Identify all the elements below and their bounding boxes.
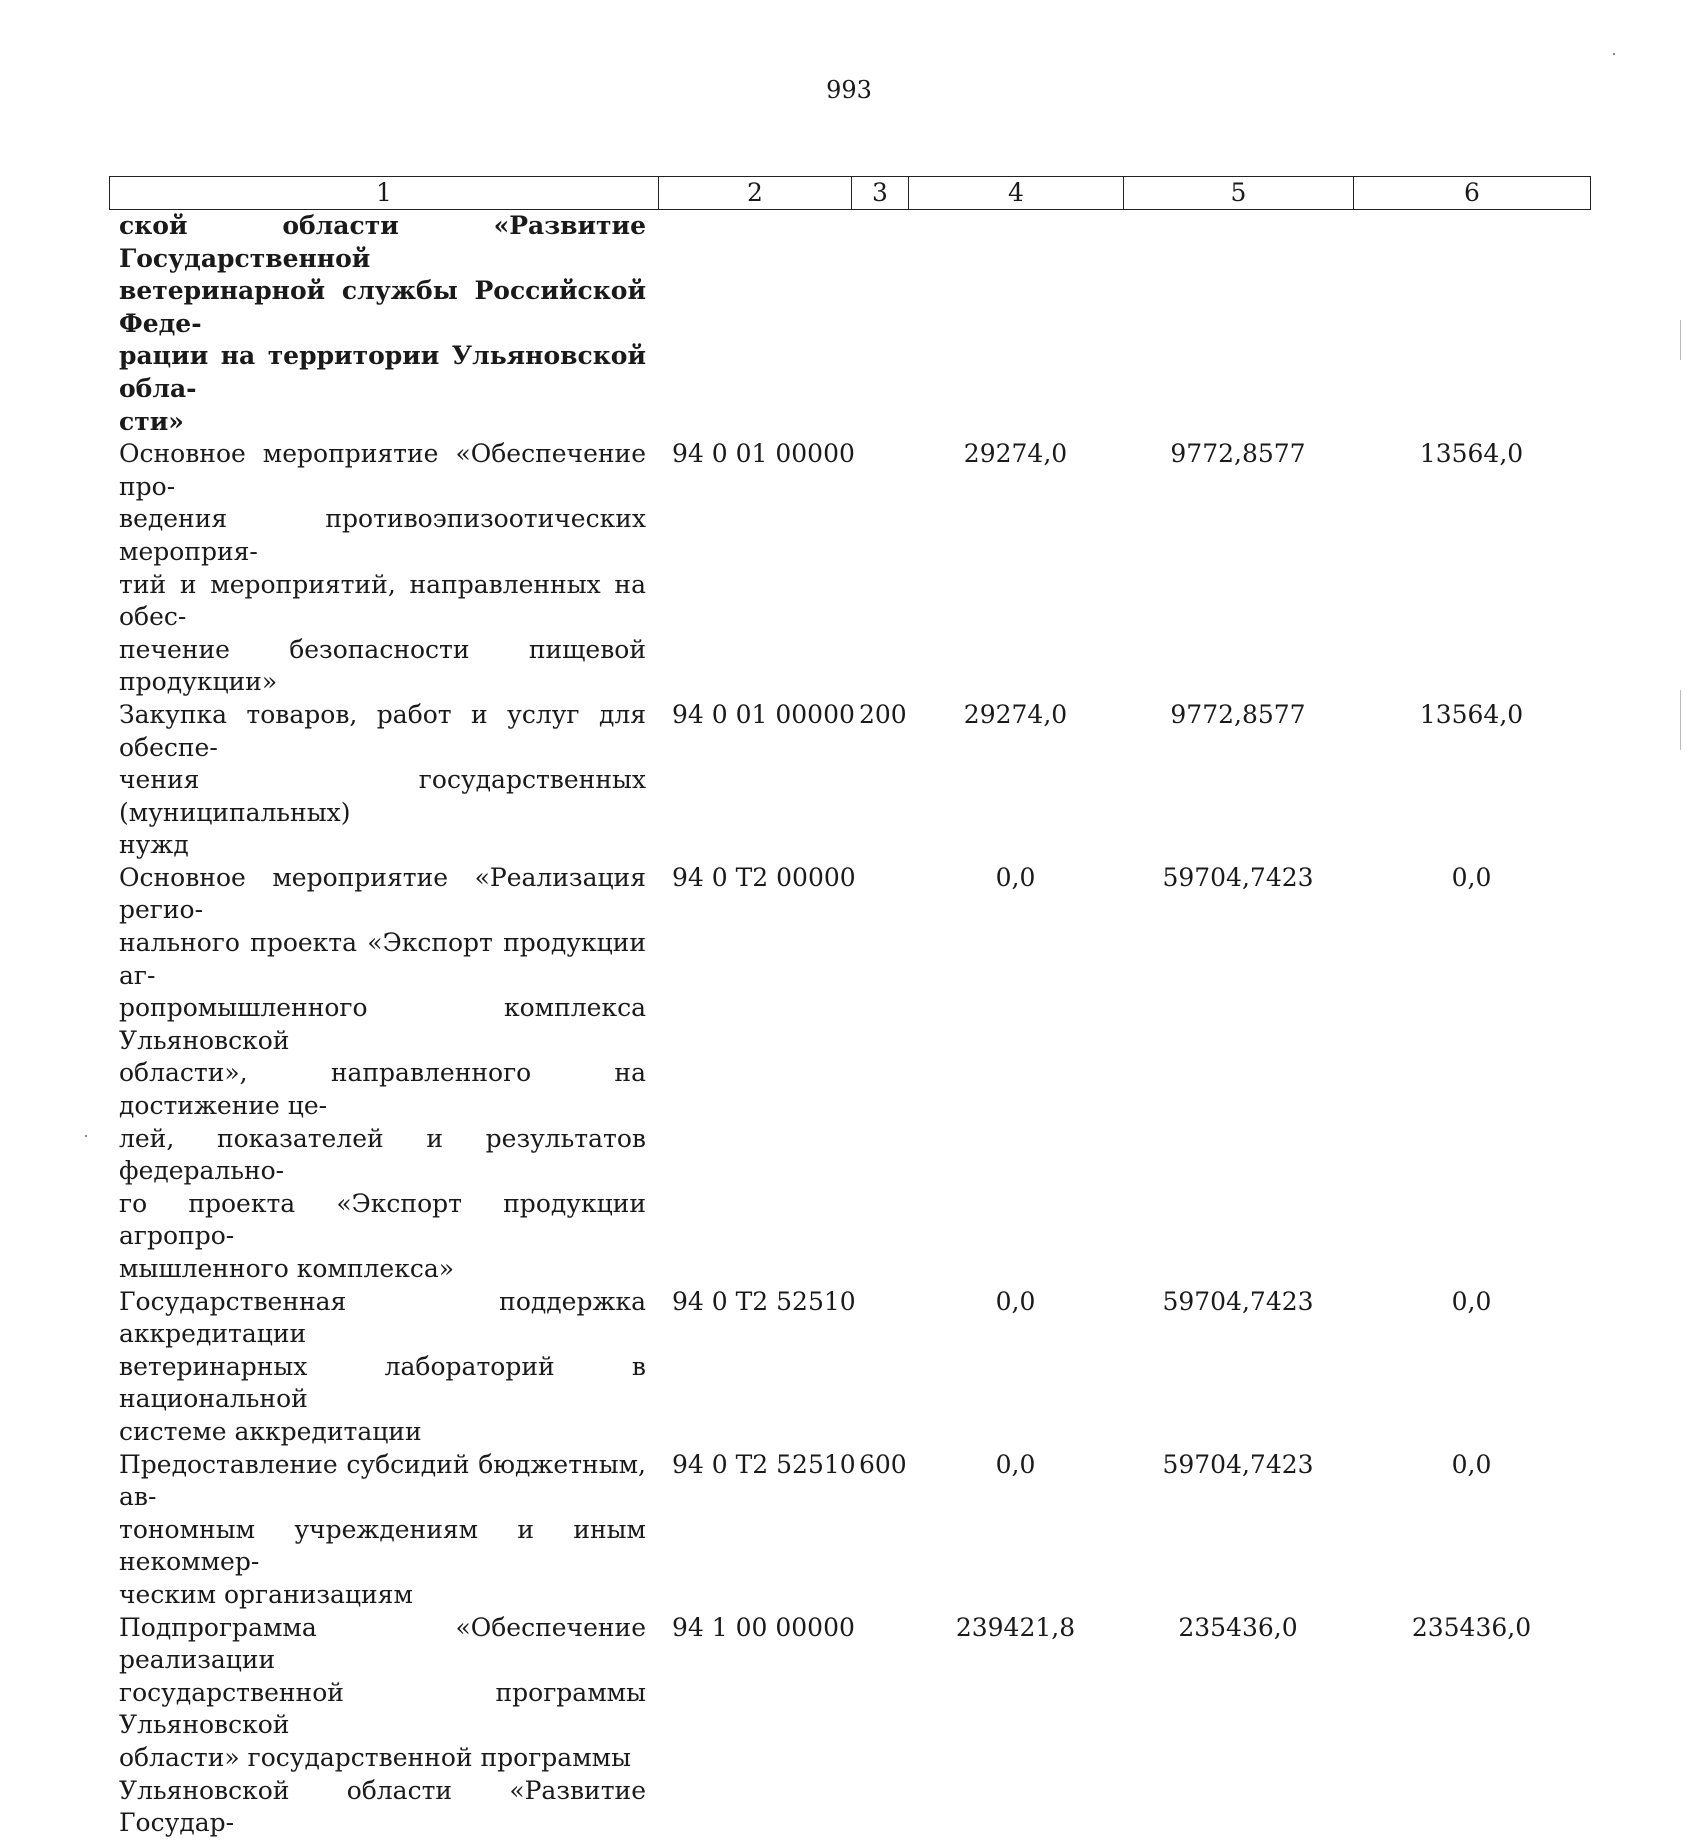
row-title-line: чения государственных (муниципальных)	[119, 765, 646, 827]
row-title-line: ветеринарных лабораторий в национальной	[119, 1351, 646, 1414]
row-title-line: мышленного комплекса»	[119, 1254, 455, 1283]
row-title	[109, 1449, 658, 1612]
table-row	[109, 1449, 1590, 1612]
row-title-line: тий и мероприятий, направленных на обес-	[119, 569, 646, 632]
row-title-line: лей, показателей и результатов федерально-	[119, 1123, 646, 1186]
column-header-1: 1	[110, 177, 659, 210]
row-title-line: Основное мероприятие «Обеспечение про-	[119, 439, 646, 501]
row-value-col6: 13564,0	[1419, 699, 1524, 729]
row-value-col6: 0,0	[1451, 1449, 1492, 1479]
row-title-line: тономным учреждениям и иным некоммер-	[119, 1514, 646, 1577]
row-value-col5: 59704,7423	[1162, 1286, 1314, 1316]
column-header-6: 6	[1354, 177, 1591, 210]
row-code: 94 0 01 00000	[672, 439, 855, 469]
column-header-5: 5	[1124, 177, 1354, 210]
row-value-col4: 0,0	[995, 1449, 1036, 1479]
row-title-line: ропромышленного комплекса Ульяновской	[119, 993, 646, 1055]
row-title	[109, 699, 658, 862]
budget-table	[109, 210, 1590, 1840]
column-header-3: 3	[852, 177, 909, 210]
row-value-col5: 59704,7423	[1162, 1449, 1314, 1479]
row-value-col5: 59704,7423	[1162, 862, 1314, 892]
row-title	[109, 438, 658, 699]
row-title-line: Предоставление субсидий бюджетным, ав-	[119, 1449, 646, 1512]
row-expense-type	[851, 1612, 908, 1840]
row-title-line: государственной программы Ульяновской	[119, 1677, 646, 1740]
row-value-col4	[908, 210, 1123, 438]
row-title-line: Ульяновской области «Развитие Государ-	[119, 1775, 646, 1838]
row-value-col4: 0,0	[995, 1286, 1036, 1316]
row-value-col4: 0,0	[995, 862, 1036, 892]
row-value-col6: 0,0	[1451, 862, 1492, 892]
column-header-4: 4	[909, 177, 1124, 210]
row-title-line: ведения противоэпизоотических мероприя-	[119, 504, 646, 566]
row-value-col6	[1353, 210, 1590, 438]
row-expense-type: 200	[859, 699, 907, 729]
table-row	[109, 1612, 1590, 1840]
row-expense-type	[851, 438, 908, 699]
row-value-col5: 235436,0	[1178, 1612, 1298, 1642]
row-value-col4: 29274,0	[963, 699, 1068, 729]
row-expense-type: 600	[859, 1449, 907, 1479]
scan-mark	[85, 1135, 87, 1137]
row-title-line: ской области «Развитие Государственной	[119, 211, 646, 273]
row-value-col4: 239421,8	[955, 1612, 1076, 1642]
row-title-line: Закупка товаров, работ и услуг для обеспе-	[119, 699, 646, 762]
row-title	[109, 1612, 658, 1840]
row-title-line: нального проекта «Экспорт продукции аг-	[119, 928, 646, 990]
row-title	[109, 210, 658, 438]
row-expense-type	[851, 862, 908, 1286]
row-title-line: ветеринарной службы Российской Феде-	[119, 276, 646, 338]
row-value-col6: 235436,0	[1411, 1612, 1532, 1642]
row-title-line: нужд	[119, 830, 189, 860]
table-row	[109, 438, 1590, 699]
table-row	[109, 1286, 1590, 1449]
row-title	[109, 862, 658, 1286]
row-value-col6: 0,0	[1451, 1286, 1492, 1316]
row-title-line: ческим организациям	[119, 1579, 413, 1609]
column-header-2: 2	[659, 177, 852, 210]
table-row	[109, 210, 1590, 438]
row-expense-type	[851, 1286, 908, 1449]
row-title-line: сти»	[119, 406, 184, 436]
row-expense-type	[851, 210, 908, 438]
row-value-col5	[1123, 210, 1353, 438]
row-title-line: области» государственной программы	[119, 1742, 631, 1772]
row-code: 94 1 00 00000	[672, 1612, 855, 1642]
row-title-line: Основное мероприятие «Реализация регио-	[119, 862, 646, 925]
row-value-col5: 9772,8577	[1170, 439, 1306, 469]
row-title	[109, 1286, 658, 1449]
scan-mark	[1680, 320, 1681, 360]
row-title-line: го проекта «Экспорт продукции агропро-	[119, 1188, 646, 1251]
row-code: 94 0 01 00000	[672, 699, 855, 729]
column-header-row	[109, 176, 1591, 210]
row-title-line: печение безопасности пищевой продукции»	[119, 634, 646, 697]
row-value-col5: 9772,8577	[1170, 699, 1306, 729]
row-title-line: системе аккредитации	[119, 1416, 422, 1446]
row-title-line: рации на территории Ульяновской обла-	[119, 341, 646, 403]
row-title-line: Государственная поддержка аккредитации	[119, 1286, 646, 1349]
row-value-col4: 29274,0	[963, 439, 1068, 469]
row-code	[658, 210, 851, 438]
table-row	[109, 699, 1590, 862]
scan-mark	[1680, 690, 1681, 750]
row-title-line: Подпрограмма «Обеспечение реализации	[119, 1612, 646, 1675]
table-row	[109, 862, 1590, 1286]
page-number: 993	[826, 76, 872, 104]
scan-mark	[1613, 53, 1615, 55]
row-title-line: области», направленного на достижение це-	[119, 1058, 646, 1121]
row-code: 94 0 Т2 52510	[672, 1286, 856, 1316]
row-code: 94 0 Т2 52510	[672, 1449, 856, 1479]
row-code: 94 0 Т2 00000	[672, 862, 856, 892]
row-value-col6: 13564,0	[1419, 439, 1524, 469]
